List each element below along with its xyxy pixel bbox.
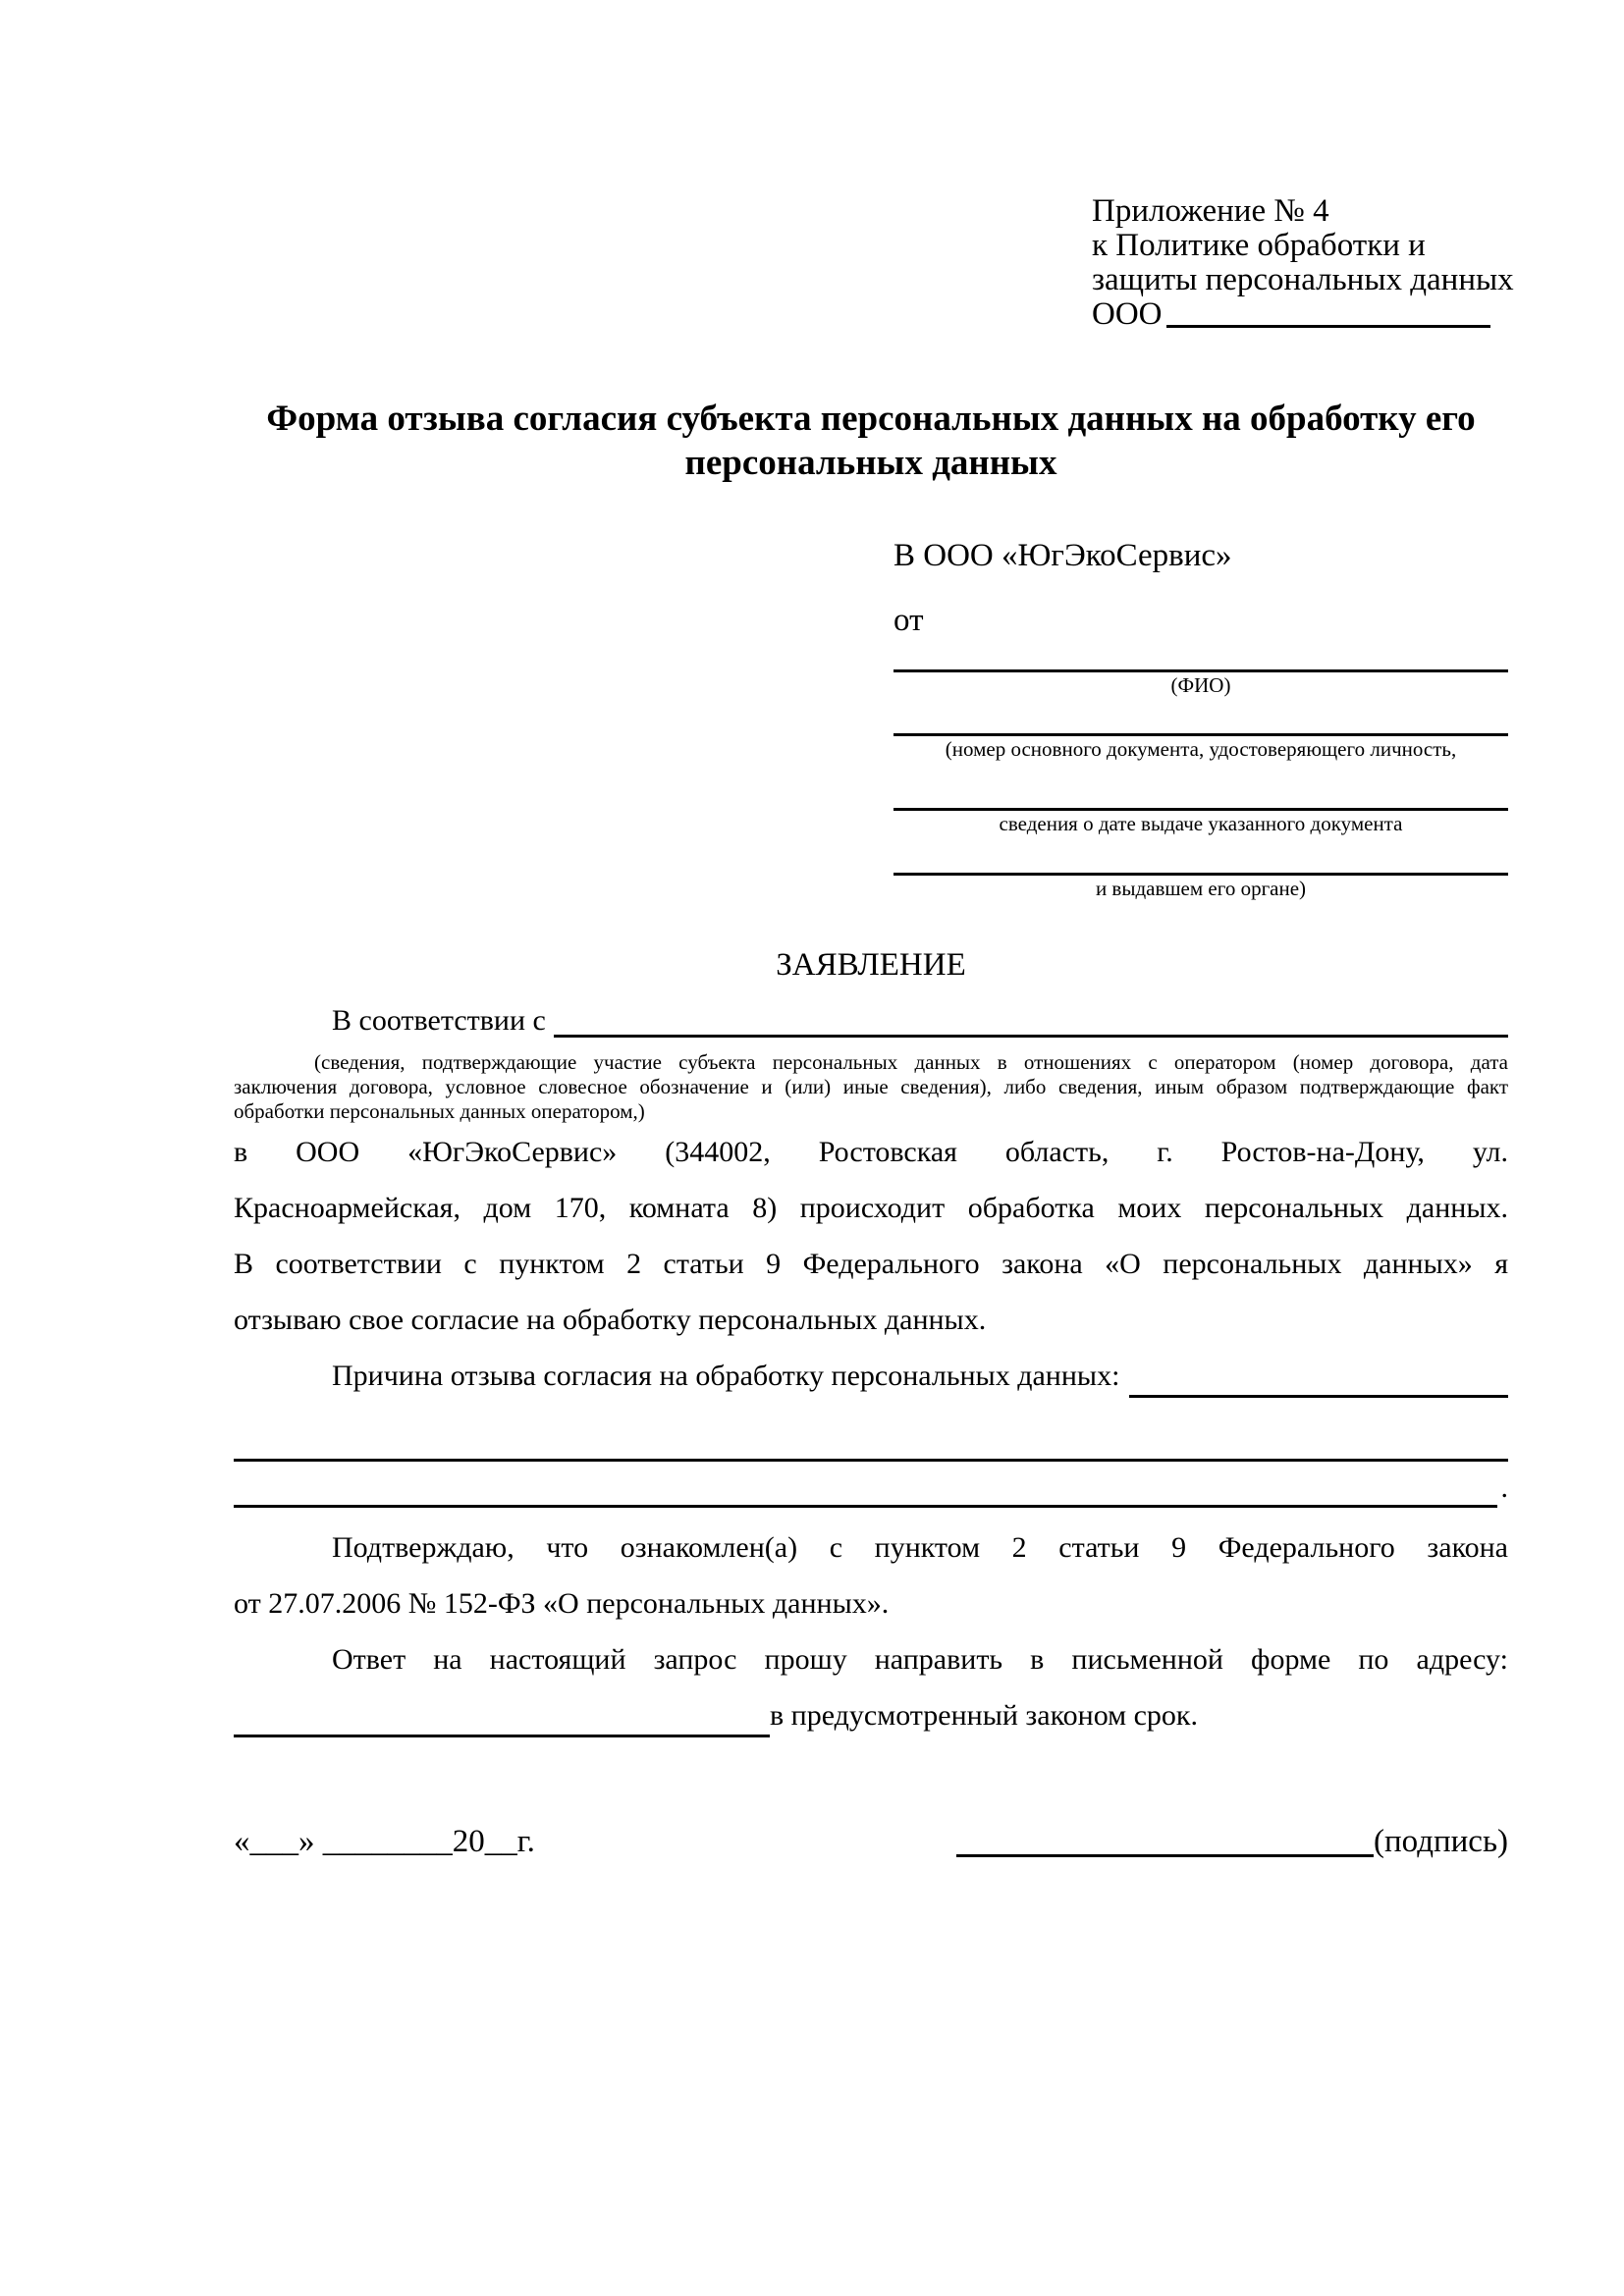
statement-heading: ЗАЯВЛЕНИЕ xyxy=(776,947,966,983)
date-field[interactable]: «___» ________20__г. xyxy=(234,1824,535,1859)
signature-fill-line[interactable] xyxy=(956,1854,1374,1857)
appendix-note xyxy=(1092,193,1514,332)
footnote-line-1: (сведения, подтверждающие участие субъекта персональных данных в отношениях с оператором (номер договора, дата xyxy=(314,1050,1508,1074)
fio-fill-line[interactable] xyxy=(893,640,1508,672)
appendix-line-3: защиты персональных данных xyxy=(1092,262,1514,297)
reason-lead: Причина отзыва согласия на обработку персональных данных: xyxy=(332,1360,1120,1392)
basis-lead: В соответствии с xyxy=(332,1004,546,1037)
main-paragraph-line-2: Красноармейская, дом 170, комната 8) происходит обработка моих персональных данных. xyxy=(234,1192,1508,1224)
doc-number-caption: (номер основного документа, удостоверяющего личность, xyxy=(945,737,1457,761)
reply-suffix: в предусмотренный законом срок. xyxy=(770,1699,1198,1732)
appendix-line-2: к Политике обработки и xyxy=(1092,228,1426,263)
confirmation-line-2: от 27.07.2006 № 152-ФЗ «О персональных данных». xyxy=(234,1587,890,1620)
ooo-label: ООО xyxy=(1092,296,1163,332)
confirmation-paragraph xyxy=(234,1520,1508,1631)
document-title: Форма отзыва согласия субъекта персональных данных на обработку его персональных данных xyxy=(266,399,1476,483)
addressee-block xyxy=(893,536,1508,901)
issuing-authority-fill-line[interactable] xyxy=(893,836,1508,876)
reply-request xyxy=(234,1631,1508,1743)
addressee-from-label: от xyxy=(893,603,924,638)
basis-line xyxy=(234,999,1508,1042)
main-paragraph-line-1: в ООО «ЮгЭкоСервис» (344002, Ростовская область, г. Ростов-на-Дону, ул. xyxy=(234,1136,1508,1168)
issue-date-caption: сведения о дате выдаче указанного документа xyxy=(999,812,1403,835)
doc-number-fill-line[interactable] xyxy=(893,698,1508,736)
reason-fill-line-3[interactable] xyxy=(234,1505,1497,1508)
reason-line xyxy=(234,1348,1508,1404)
footnote-line-3: обработки персональных данных оператором,) xyxy=(234,1099,645,1123)
confirmation-line-1: Подтверждаю, что ознакомлен(а) с пунктом 2 статьи 9 Федерального закона xyxy=(332,1531,1508,1564)
reply-request-line: Ответ на настоящий запрос прошу направить в письменной форме по адресу: xyxy=(332,1643,1508,1676)
issue-date-fill-line[interactable] xyxy=(893,762,1508,811)
address-fill-line[interactable] xyxy=(234,1735,770,1737)
addressee-company: В ООО «ЮгЭкоСервис» xyxy=(893,538,1232,573)
main-paragraph-line-3: В соответствии с пунктом 2 статьи 9 Федерального закона «О персональных данных» я xyxy=(234,1248,1508,1280)
date-signature-row xyxy=(234,1820,1508,1863)
issuing-authority-caption: и выдавшем его органе) xyxy=(1095,877,1307,900)
main-paragraph xyxy=(234,1124,1508,1348)
main-paragraph-line-4: отзываю свое согласие на обработку персональных данных. xyxy=(234,1304,987,1336)
reason-fill-line-1[interactable] xyxy=(1129,1395,1508,1398)
ooo-fill-line[interactable] xyxy=(1166,325,1491,328)
fio-caption: (ФИО) xyxy=(1170,673,1231,697)
reason-fill-line-2[interactable] xyxy=(234,1404,1508,1462)
reason-period: . xyxy=(1500,1471,1508,1504)
signature-caption: (подпись) xyxy=(1374,1824,1508,1859)
appendix-line-1: Приложение № 4 xyxy=(1092,193,1329,229)
basis-fill-line[interactable] xyxy=(554,1035,1508,1038)
basis-footnote xyxy=(234,1050,1508,1124)
footnote-line-2: заключения договора, условное словесное обозначение и (или) иные сведения), либо сведения, иным образом подтверждающие факт xyxy=(234,1075,1508,1098)
